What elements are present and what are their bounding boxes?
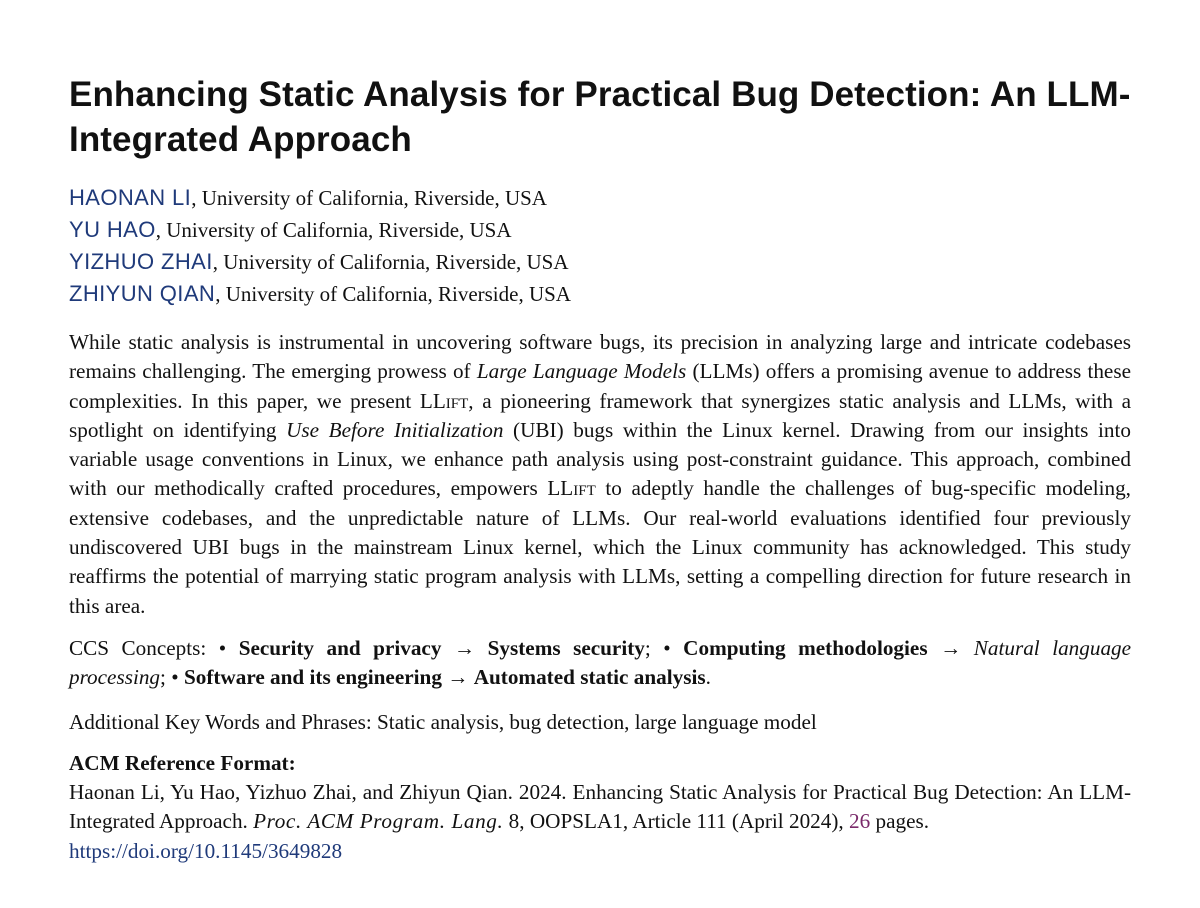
system-name-llift: LLift	[419, 388, 469, 413]
author-affiliation: , University of California, Riverside, USA	[212, 250, 569, 274]
paper-title: Enhancing Static Analysis for Practical Bug Detection: An LLM-Integrated Approach	[69, 75, 1131, 159]
author-entry	[69, 214, 1131, 246]
keywords: Additional Key Words and Phrases: Static analysis, bug detection, large language model	[69, 709, 817, 734]
pages-link[interactable]: 26	[849, 809, 871, 834]
system-name-llift: LLift	[547, 476, 596, 501]
author-name: HAONAN LI	[69, 185, 192, 210]
abstract-text: to adeptly handle the challenges of bug-specific modeling, extensive codebases, and the unpredictable nature of LLMs. Our real-world evaluations identified four previously undiscovered UBI bugs in the mainstream Linux kernel, which the Linux community has acknowledged. This study reaffirms the potential of marrying static program analysis with LLMs, setting a compelling direction for future research in this area.	[69, 476, 1131, 618]
doi-link[interactable]: https://doi.org/10.1145/3649828	[69, 838, 343, 863]
abstract	[69, 328, 1131, 621]
author-entry	[69, 246, 1131, 278]
abstract-term-ubi: Use Before Initialization	[286, 417, 504, 442]
ccs-label: CCS Concepts:	[69, 635, 219, 660]
ccs-concept: Security and privacy	[238, 635, 442, 660]
ccs-concept: Natural language processing	[69, 635, 1132, 690]
ccs-concept: Computing methodologies	[683, 635, 928, 660]
author-name: ZHIYUN QIAN	[69, 281, 216, 306]
author-entry	[69, 182, 1131, 214]
ccs-concept: Software and its engineering	[183, 665, 442, 690]
abstract-text: , a pioneering framework that synergizes static analysis and LLMs, with a spotlight on identifying	[69, 388, 1131, 442]
abstract-text: (LLMs) offers a promising avenue to address these complexities. In this paper, we present	[69, 359, 1131, 413]
reference-citation: Haonan Li, Yu Hao, Yizhuo Zhai, and Zhiyun Qian. 2024. Enhancing Static Analysis for Practical Bug Detection: An LLM-Integrated Approach. Proc. ACM Program. Lang. 8, OOPSLA1, Article 111 (April 2024), 26 pages. https://doi.org/10.1145/3649828	[69, 780, 1131, 863]
abstract-term-llm: Large Language Models	[476, 359, 687, 384]
author-affiliation: , University of California, Riverside, USA	[155, 218, 512, 242]
reference-venue: Proc. ACM Program. Lang.	[253, 809, 504, 834]
ccs-concepts: CCS Concepts: • Security and privacy → Systems security; • Computing methodologies → Natural language processing; • Software and its engineering → Automated static analysis.	[69, 635, 1132, 690]
abstract-text: While static analysis is instrumental in uncovering software bugs, its precision in analyzing large and intricate codebases remains challenging. The emerging prowess of	[69, 330, 1131, 384]
author-list	[69, 182, 1131, 310]
author-name: YIZHUO ZHAI	[69, 249, 213, 274]
author-name: YU HAO	[69, 217, 156, 242]
author-entry	[69, 278, 1131, 310]
paper-first-page	[69, 72, 1131, 866]
author-affiliation: , University of California, Riverside, USA	[215, 282, 571, 306]
reference-heading: ACM Reference Format:	[69, 750, 296, 775]
abstract-text: (UBI) bugs within the Linux kernel. Drawing from our insights into variable usage conventions in Linux, we enhance path analysis using post-constraint guidance. This approach, combined with our methodically crafted procedures, empowers	[69, 417, 1131, 501]
author-affiliation: , University of California, Riverside, USA	[191, 186, 547, 210]
ccs-concept: Automated static analysis	[473, 665, 706, 690]
ccs-concept: Systems security	[487, 635, 645, 660]
